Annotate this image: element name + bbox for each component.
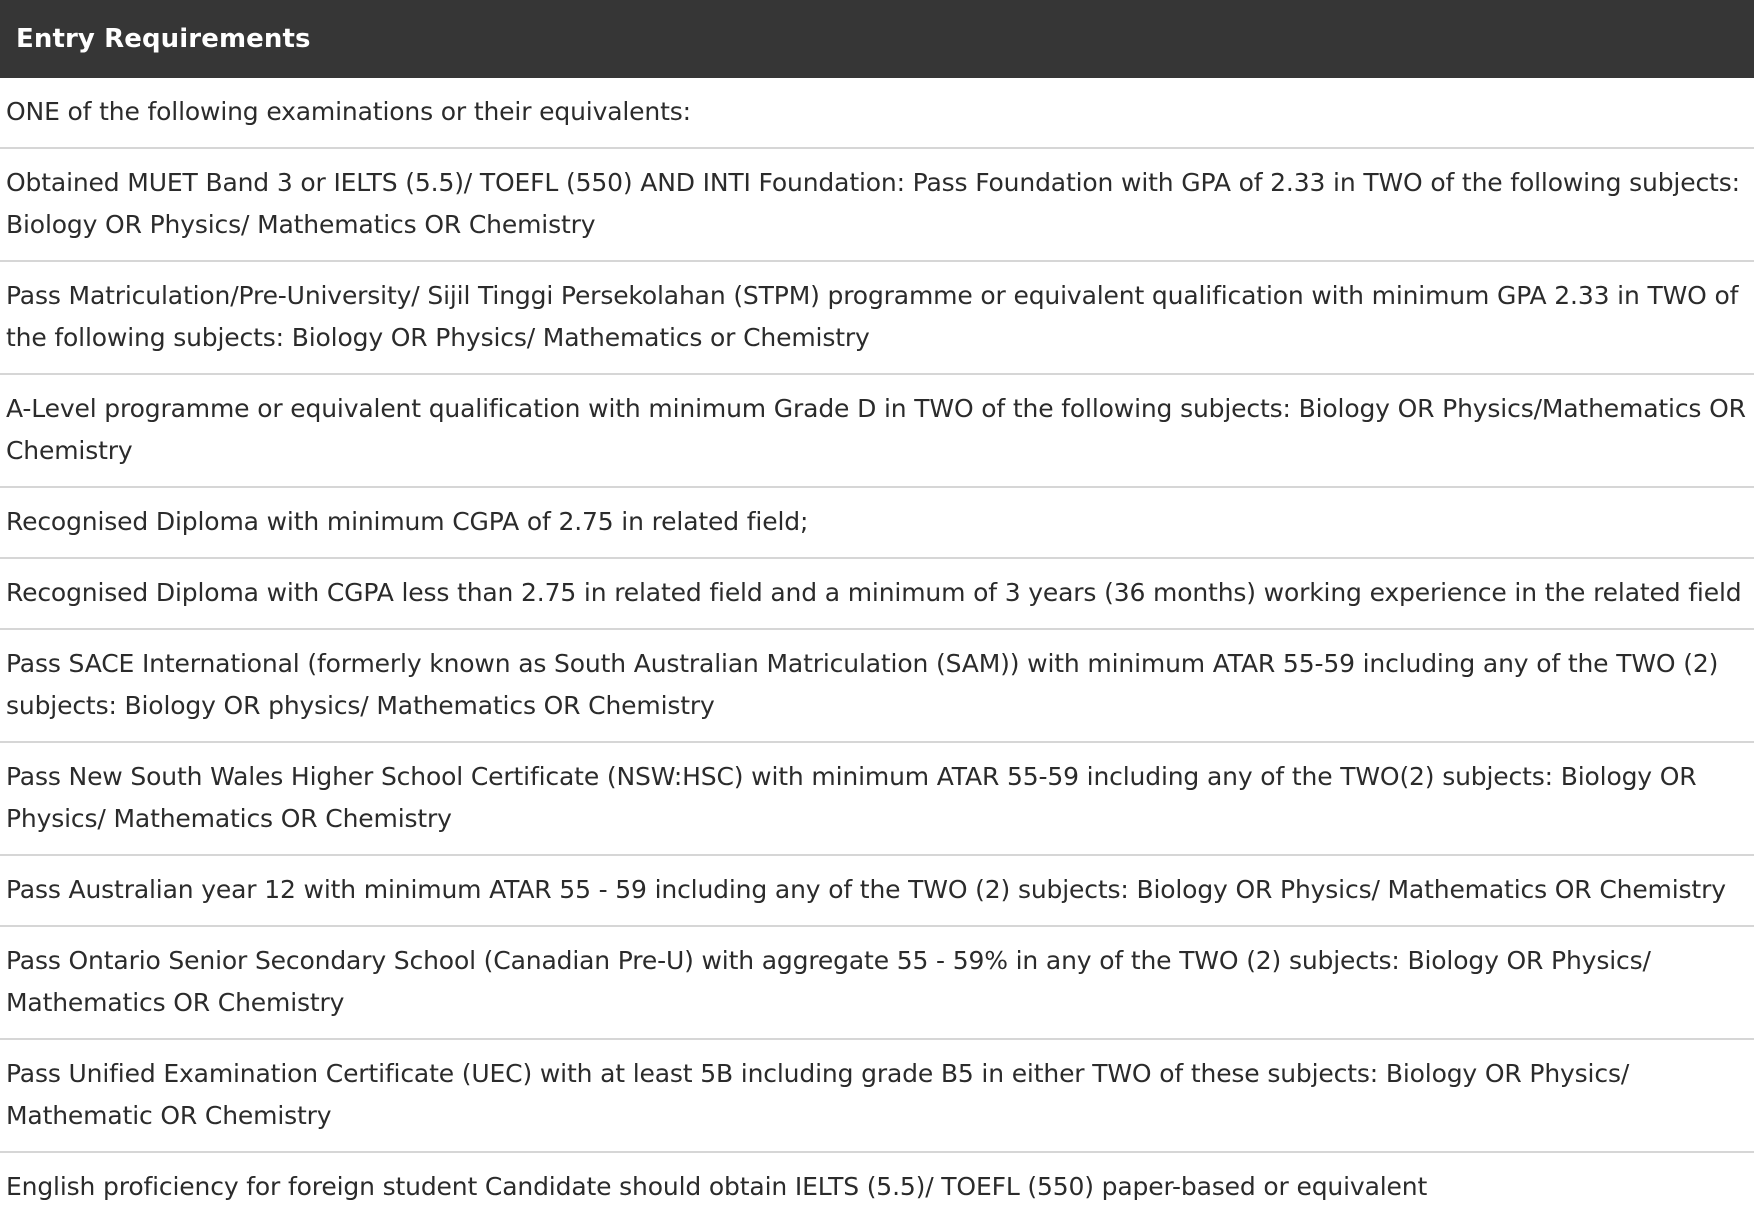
requirement-row: Pass Australian year 12 with minimum ATAR 55 - 59 including any of the TWO (2) subjects: Biology OR Physics/ Mathematics OR Chemistry <box>0 856 1754 927</box>
requirement-row: Pass SACE International (formerly known as South Australian Matriculation (SAM)) with minimum ATAR 55-59 including any of the TWO (2) subjects: Biology OR physics/ Mathematics OR Chemistry <box>0 630 1754 743</box>
requirement-row: Pass New South Wales Higher School Certificate (NSW:HSC) with minimum ATAR 55-59 including any of the TWO(2) subjects: Biology OR Physics/ Mathematics OR Chemistry <box>0 743 1754 856</box>
requirement-row: ONE of the following examinations or their equivalents: <box>0 78 1754 149</box>
requirement-row: Pass Matriculation/Pre-University/ Sijil Tinggi Persekolahan (STPM) programme or equivalent qualification with minimum GPA 2.33 in TWO of the following subjects: Biology OR Physics/ Mathematics or Chemistry <box>0 262 1754 375</box>
requirement-row: Recognised Diploma with CGPA less than 2.75 in related field and a minimum of 3 years (36 months) working experience in the related field <box>0 559 1754 630</box>
requirement-row: Obtained MUET Band 3 or IELTS (5.5)/ TOEFL (550) AND INTI Foundation: Pass Foundation with GPA of 2.33 in TWO of the following subjects: Biology OR Physics/ Mathematics OR Chemistry <box>0 149 1754 262</box>
requirement-row: Recognised Diploma with minimum CGPA of 2.75 in related field; <box>0 488 1754 559</box>
requirement-row: A-Level programme or equivalent qualification with minimum Grade D in TWO of the following subjects: Biology OR Physics/Mathematics OR Chemistry <box>0 375 1754 488</box>
requirement-row: Pass Unified Examination Certificate (UEC) with at least 5B including grade B5 in either TWO of these subjects: Biology OR Physics/ Mathematic OR Chemistry <box>0 1040 1754 1153</box>
requirement-row: Pass Ontario Senior Secondary School (Canadian Pre-U) with aggregate 55 - 59% in any of the TWO (2) subjects: Biology OR Physics/ Mathematics OR Chemistry <box>0 927 1754 1040</box>
requirement-row: English proficiency for foreign student Candidate should obtain IELTS (5.5)/ TOEFL (550) paper-based or equivalent <box>6 1172 1428 1201</box>
table-title: Entry Requirements <box>16 24 311 54</box>
table-header <box>0 0 1754 78</box>
